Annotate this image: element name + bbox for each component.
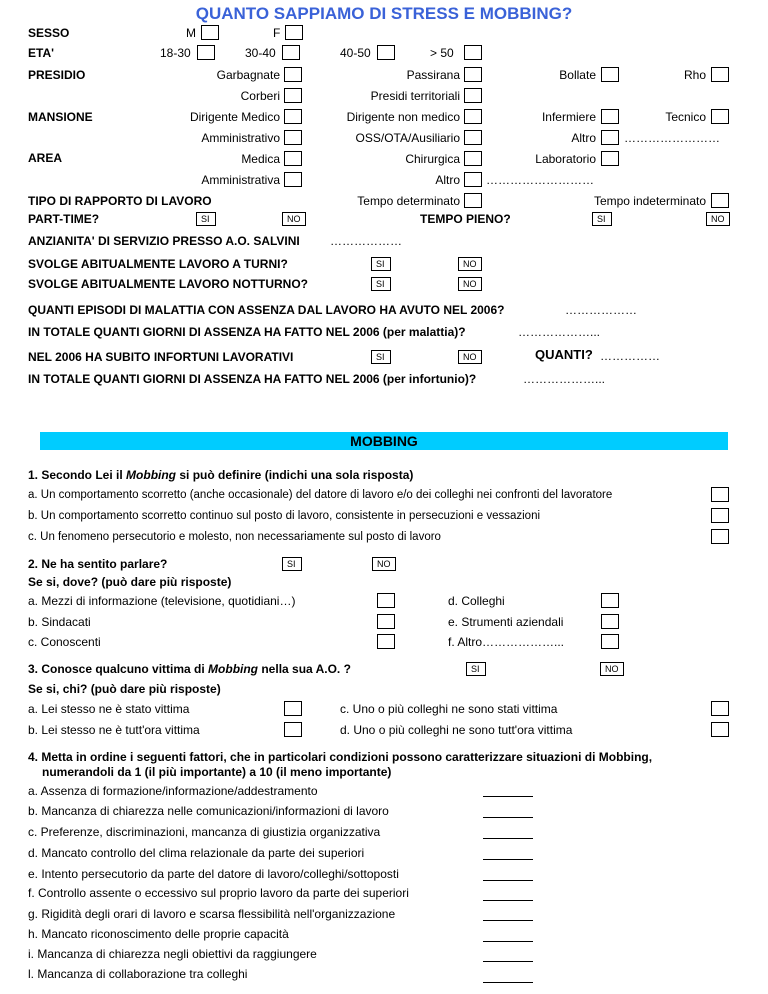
q3-option-b-checkbox[interactable] bbox=[284, 722, 302, 737]
q3-option-a-label: a. Lei stesso ne è stato vittima bbox=[28, 702, 190, 716]
area-amministrativa-checkbox[interactable] bbox=[284, 172, 302, 187]
mansione-altro-checkbox[interactable] bbox=[601, 130, 619, 145]
q2-subtitle: Se si, dove? (può dare più risposte) bbox=[28, 575, 232, 589]
notturno-no-checkbox[interactable]: NO bbox=[458, 277, 482, 291]
area-label: AREA bbox=[28, 151, 63, 165]
infortuni-quanti-label: QUANTI? bbox=[535, 347, 593, 362]
presidio-garbagnate-checkbox[interactable] bbox=[284, 67, 302, 82]
q3-option-c-label: c. Uno o più colleghi ne sono stati vittima bbox=[340, 702, 558, 716]
mansione-amministrativo-label: Amministrativo bbox=[201, 131, 280, 145]
malattia-episodi-field[interactable]: ……………… bbox=[565, 303, 637, 317]
mansione-dirigente-medico-label: Dirigente Medico bbox=[189, 110, 280, 124]
turni-no-checkbox[interactable]: NO bbox=[458, 257, 482, 271]
q2-title: 2. Ne ha sentito parlare? bbox=[28, 557, 168, 571]
sesso-label: SESSO bbox=[28, 26, 70, 40]
eta-40-50-checkbox[interactable] bbox=[377, 45, 395, 60]
q1-option-b-label: b. Un comportamento scorretto continuo sul posto di lavoro, consistente in persecuzioni e vessazioni bbox=[28, 510, 541, 522]
q4-item-g-rank-field[interactable] bbox=[483, 920, 533, 921]
q4-item-c-label: c. Preferenze, discriminazioni, mancanza di giustizia organizzativa bbox=[28, 825, 381, 839]
q3-option-d-checkbox[interactable] bbox=[711, 722, 729, 737]
q2-option-e-checkbox[interactable] bbox=[601, 614, 619, 629]
eta-over-50-checkbox[interactable] bbox=[464, 45, 482, 60]
q2-option-e-label: e. Strumenti aziendali bbox=[448, 615, 564, 629]
q3-no-checkbox[interactable]: NO bbox=[600, 662, 624, 676]
turni-si-checkbox[interactable]: SI bbox=[371, 257, 391, 271]
mansione-amministrativo-checkbox[interactable] bbox=[284, 130, 302, 145]
tempopieno-label: TEMPO PIENO? bbox=[420, 212, 511, 226]
q1-option-a-checkbox[interactable] bbox=[711, 487, 729, 502]
turni-label: SVOLGE ABITUALMENTE LAVORO A TURNI? bbox=[28, 257, 288, 271]
q4-item-h-rank-field[interactable] bbox=[483, 941, 533, 942]
presidio-corberi-checkbox[interactable] bbox=[284, 88, 302, 103]
eta-18-30-label: 18-30 bbox=[160, 46, 191, 60]
area-chirurgica-checkbox[interactable] bbox=[464, 151, 482, 166]
mansione-tecnico-label: Tecnico bbox=[665, 110, 706, 124]
q4-item-i-label: i. Mancanza di chiarezza negli obiettivi da raggiungere bbox=[28, 947, 317, 961]
presidio-bollate-label: Bollate bbox=[559, 68, 596, 82]
q4-item-g-label: g. Rigidità degli orari di lavoro e scarsa flessibilità nell'organizzazione bbox=[28, 907, 396, 921]
sesso-m-checkbox[interactable] bbox=[201, 25, 219, 40]
mansione-oss-checkbox[interactable] bbox=[464, 130, 482, 145]
notturno-si-checkbox[interactable]: SI bbox=[371, 277, 391, 291]
presidio-passirana-checkbox[interactable] bbox=[464, 67, 482, 82]
parttime-si-checkbox[interactable]: SI bbox=[196, 212, 216, 226]
rapporto-label: TIPO DI RAPPORTO DI LAVORO bbox=[28, 194, 212, 208]
q4-item-a-label: a. Assenza di formazione/informazione/addestramento bbox=[28, 784, 318, 798]
area-altro-label: Altro bbox=[435, 173, 460, 187]
q2-no-checkbox[interactable]: NO bbox=[372, 557, 396, 571]
q1-option-a-label: a. Un comportamento scorretto (anche occasionale) del datore di lavoro e/o dei colleghi nei confronti del lavoratore bbox=[28, 489, 613, 501]
q1-title: 1. Secondo Lei il Mobbing si può definire (indichi una sola risposta) bbox=[28, 468, 414, 482]
presidio-rho-label: Rho bbox=[683, 68, 706, 82]
mansione-dirigente-non-medico-checkbox[interactable] bbox=[464, 109, 482, 124]
presidio-passirana-label: Passirana bbox=[406, 68, 460, 82]
q1-option-c-label: c. Un fenomeno persecutorio e molesto, non necessariamente sul posto di lavoro bbox=[28, 531, 441, 543]
mansione-infermiere-checkbox[interactable] bbox=[601, 109, 619, 124]
q4-item-f-label: f. Controllo assente o eccessivo sul proprio lavoro da parte dei superiori bbox=[28, 886, 409, 900]
presidio-label: PRESIDIO bbox=[28, 68, 86, 82]
area-medica-label: Medica bbox=[241, 152, 280, 166]
q1-option-c-checkbox[interactable] bbox=[711, 529, 729, 544]
presidio-territoriali-label: Presidi territoriali bbox=[370, 89, 460, 103]
parttime-no-checkbox[interactable]: NO bbox=[282, 212, 306, 226]
mansione-dirigente-non-medico-label: Dirigente non medico bbox=[346, 110, 460, 124]
q4-item-l-label: l. Mancanza di collaborazione tra colleghi bbox=[28, 967, 248, 981]
q4-item-e-label: e. Intento persecutorio da parte del datore di lavoro/colleghi/sottoposti bbox=[28, 867, 399, 881]
page-title: QUANTO SAPPIAMO DI STRESS E MOBBING? bbox=[195, 4, 573, 23]
malattia-giorni-label: IN TOTALE QUANTI GIORNI DI ASSENZA HA FATTO NEL 2006 (per malattia)? bbox=[28, 325, 466, 339]
eta-over-50-label: > 50 bbox=[430, 46, 454, 60]
area-chirurgica-label: Chirurgica bbox=[405, 152, 460, 166]
mobbing-section-header: MOBBING bbox=[40, 432, 728, 450]
infortuni-si-checkbox[interactable]: SI bbox=[371, 350, 391, 364]
area-altro-field[interactable]: ……………………… bbox=[486, 173, 594, 187]
presidio-rho-checkbox[interactable] bbox=[711, 67, 729, 82]
infortuni-giorni-field[interactable]: ………………... bbox=[523, 372, 606, 386]
anzianita-label: ANZIANITA' DI SERVIZIO PRESSO A.O. SALVINI bbox=[28, 234, 300, 248]
eta-label: ETA' bbox=[28, 46, 54, 60]
q4-item-l-rank-field[interactable] bbox=[483, 982, 533, 983]
notturno-label: SVOLGE ABITUALMENTE LAVORO NOTTURNO? bbox=[28, 277, 308, 291]
eta-18-30-checkbox[interactable] bbox=[197, 45, 215, 60]
q2-option-f-checkbox[interactable] bbox=[601, 634, 619, 649]
presidio-garbagnate-label: Garbagnate bbox=[216, 68, 280, 82]
sesso-m-label: M bbox=[186, 26, 196, 40]
tempopieno-no-checkbox[interactable]: NO bbox=[706, 212, 730, 226]
mansione-tecnico-checkbox[interactable] bbox=[711, 109, 729, 124]
infortuni-label: NEL 2006 HA SUBITO INFORTUNI LAVORATIVI bbox=[28, 350, 294, 364]
q3-option-c-checkbox[interactable] bbox=[711, 701, 729, 716]
q1-option-b-checkbox[interactable] bbox=[711, 508, 729, 523]
q2-option-a-checkbox[interactable] bbox=[377, 593, 395, 608]
area-laboratorio-label: Laboratorio bbox=[535, 152, 596, 166]
q4-item-a-rank-field[interactable] bbox=[483, 796, 533, 797]
rapporto-determinato-checkbox[interactable] bbox=[464, 193, 482, 208]
q3-option-b-label: b. Lei stesso ne è tutt'ora vittima bbox=[28, 723, 200, 737]
q4-item-i-rank-field[interactable] bbox=[483, 961, 533, 962]
eta-40-50-label: 40-50 bbox=[340, 46, 371, 60]
rapporto-indeterminato-checkbox[interactable] bbox=[711, 193, 729, 208]
q2-option-c-checkbox[interactable] bbox=[377, 634, 395, 649]
infortuni-quanti-field[interactable]: …………… bbox=[600, 349, 660, 363]
area-laboratorio-checkbox[interactable] bbox=[601, 151, 619, 166]
q3-title: 3. Conosce qualcuno vittima di Mobbing nella sua A.O. ? bbox=[28, 662, 351, 676]
q3-subtitle: Se si, chi? (può dare più risposte) bbox=[28, 682, 221, 696]
malattia-episodi-label: QUANTI EPISODI DI MALATTIA CON ASSENZA DAL LAVORO HA AVUTO NEL 2006? bbox=[28, 303, 505, 317]
mansione-infermiere-label: Infermiere bbox=[541, 110, 596, 124]
mansione-oss-label: OSS/OTA/Ausiliario bbox=[355, 131, 460, 145]
area-amministrativa-label: Amministrativa bbox=[201, 173, 280, 187]
rapporto-indeterminato-label: Tempo indeterminato bbox=[593, 194, 706, 208]
q4-item-b-label: b. Mancanza di chiarezza nelle comunicazioni/informazioni di lavoro bbox=[28, 804, 389, 818]
q3-si-checkbox[interactable]: SI bbox=[466, 662, 486, 676]
q4-item-c-rank-field[interactable] bbox=[483, 838, 533, 839]
infortuni-giorni-label: IN TOTALE QUANTI GIORNI DI ASSENZA HA FATTO NEL 2006 (per infortunio)? bbox=[28, 372, 477, 386]
mansione-altro-field[interactable]: …………………… bbox=[624, 131, 720, 145]
q4-item-e-rank-field[interactable] bbox=[483, 880, 533, 881]
q4-item-d-rank-field[interactable] bbox=[483, 859, 533, 860]
q4-title-line2: numerandoli da 1 (il più importante) a 10 (il meno importante) bbox=[42, 765, 392, 779]
malattia-giorni-field[interactable]: ………………... bbox=[518, 325, 601, 339]
area-medica-checkbox[interactable] bbox=[284, 151, 302, 166]
tempopieno-si-checkbox[interactable]: SI bbox=[592, 212, 612, 226]
sesso-f-checkbox[interactable] bbox=[285, 25, 303, 40]
mansione-dirigente-medico-checkbox[interactable] bbox=[284, 109, 302, 124]
q2-option-f-label: f. Altro………………... bbox=[448, 635, 565, 649]
q2-option-c-label: c. Conoscenti bbox=[28, 635, 101, 649]
q2-option-a-label: a. Mezzi di informazione (televisione, quotidiani…) bbox=[28, 594, 296, 608]
q2-option-b-checkbox[interactable] bbox=[377, 614, 395, 629]
infortuni-no-checkbox[interactable]: NO bbox=[458, 350, 482, 364]
presidio-territoriali-checkbox[interactable] bbox=[464, 88, 482, 103]
q3-option-a-checkbox[interactable] bbox=[284, 701, 302, 716]
q4-title-line1: 4. Metta in ordine i seguenti fattori, che in particolari condizioni possono caratterizzare situazioni di Mobbing, bbox=[28, 750, 653, 764]
q2-option-d-checkbox[interactable] bbox=[601, 593, 619, 608]
q4-item-d-label: d. Mancato controllo del clima relazionale da parte dei superiori bbox=[28, 846, 365, 860]
q2-option-b-label: b. Sindacati bbox=[28, 615, 91, 629]
presidio-bollate-checkbox[interactable] bbox=[601, 67, 619, 82]
sesso-f-label: F bbox=[273, 26, 281, 40]
rapporto-determinato-label: Tempo determinato bbox=[357, 194, 460, 208]
eta-30-40-label: 30-40 bbox=[245, 46, 276, 60]
eta-30-40-checkbox[interactable] bbox=[282, 45, 300, 60]
presidio-corberi-label: Corberi bbox=[240, 89, 280, 103]
q2-si-checkbox[interactable]: SI bbox=[282, 557, 302, 571]
q3-option-d-label: d. Uno o più colleghi ne sono tutt'ora vittima bbox=[340, 723, 573, 737]
q2-option-d-label: d. Colleghi bbox=[448, 594, 505, 608]
mansione-label: MANSIONE bbox=[28, 110, 93, 124]
parttime-label: PART-TIME? bbox=[28, 212, 100, 226]
q4-item-b-rank-field[interactable] bbox=[483, 817, 533, 818]
anzianita-field[interactable]: ……………… bbox=[330, 234, 402, 248]
q4-item-h-label: h. Mancato riconoscimento delle proprie capacità bbox=[28, 927, 289, 941]
mansione-altro-label: Altro bbox=[571, 131, 596, 145]
area-altro-checkbox[interactable] bbox=[464, 172, 482, 187]
q4-item-f-rank-field[interactable] bbox=[483, 900, 533, 901]
